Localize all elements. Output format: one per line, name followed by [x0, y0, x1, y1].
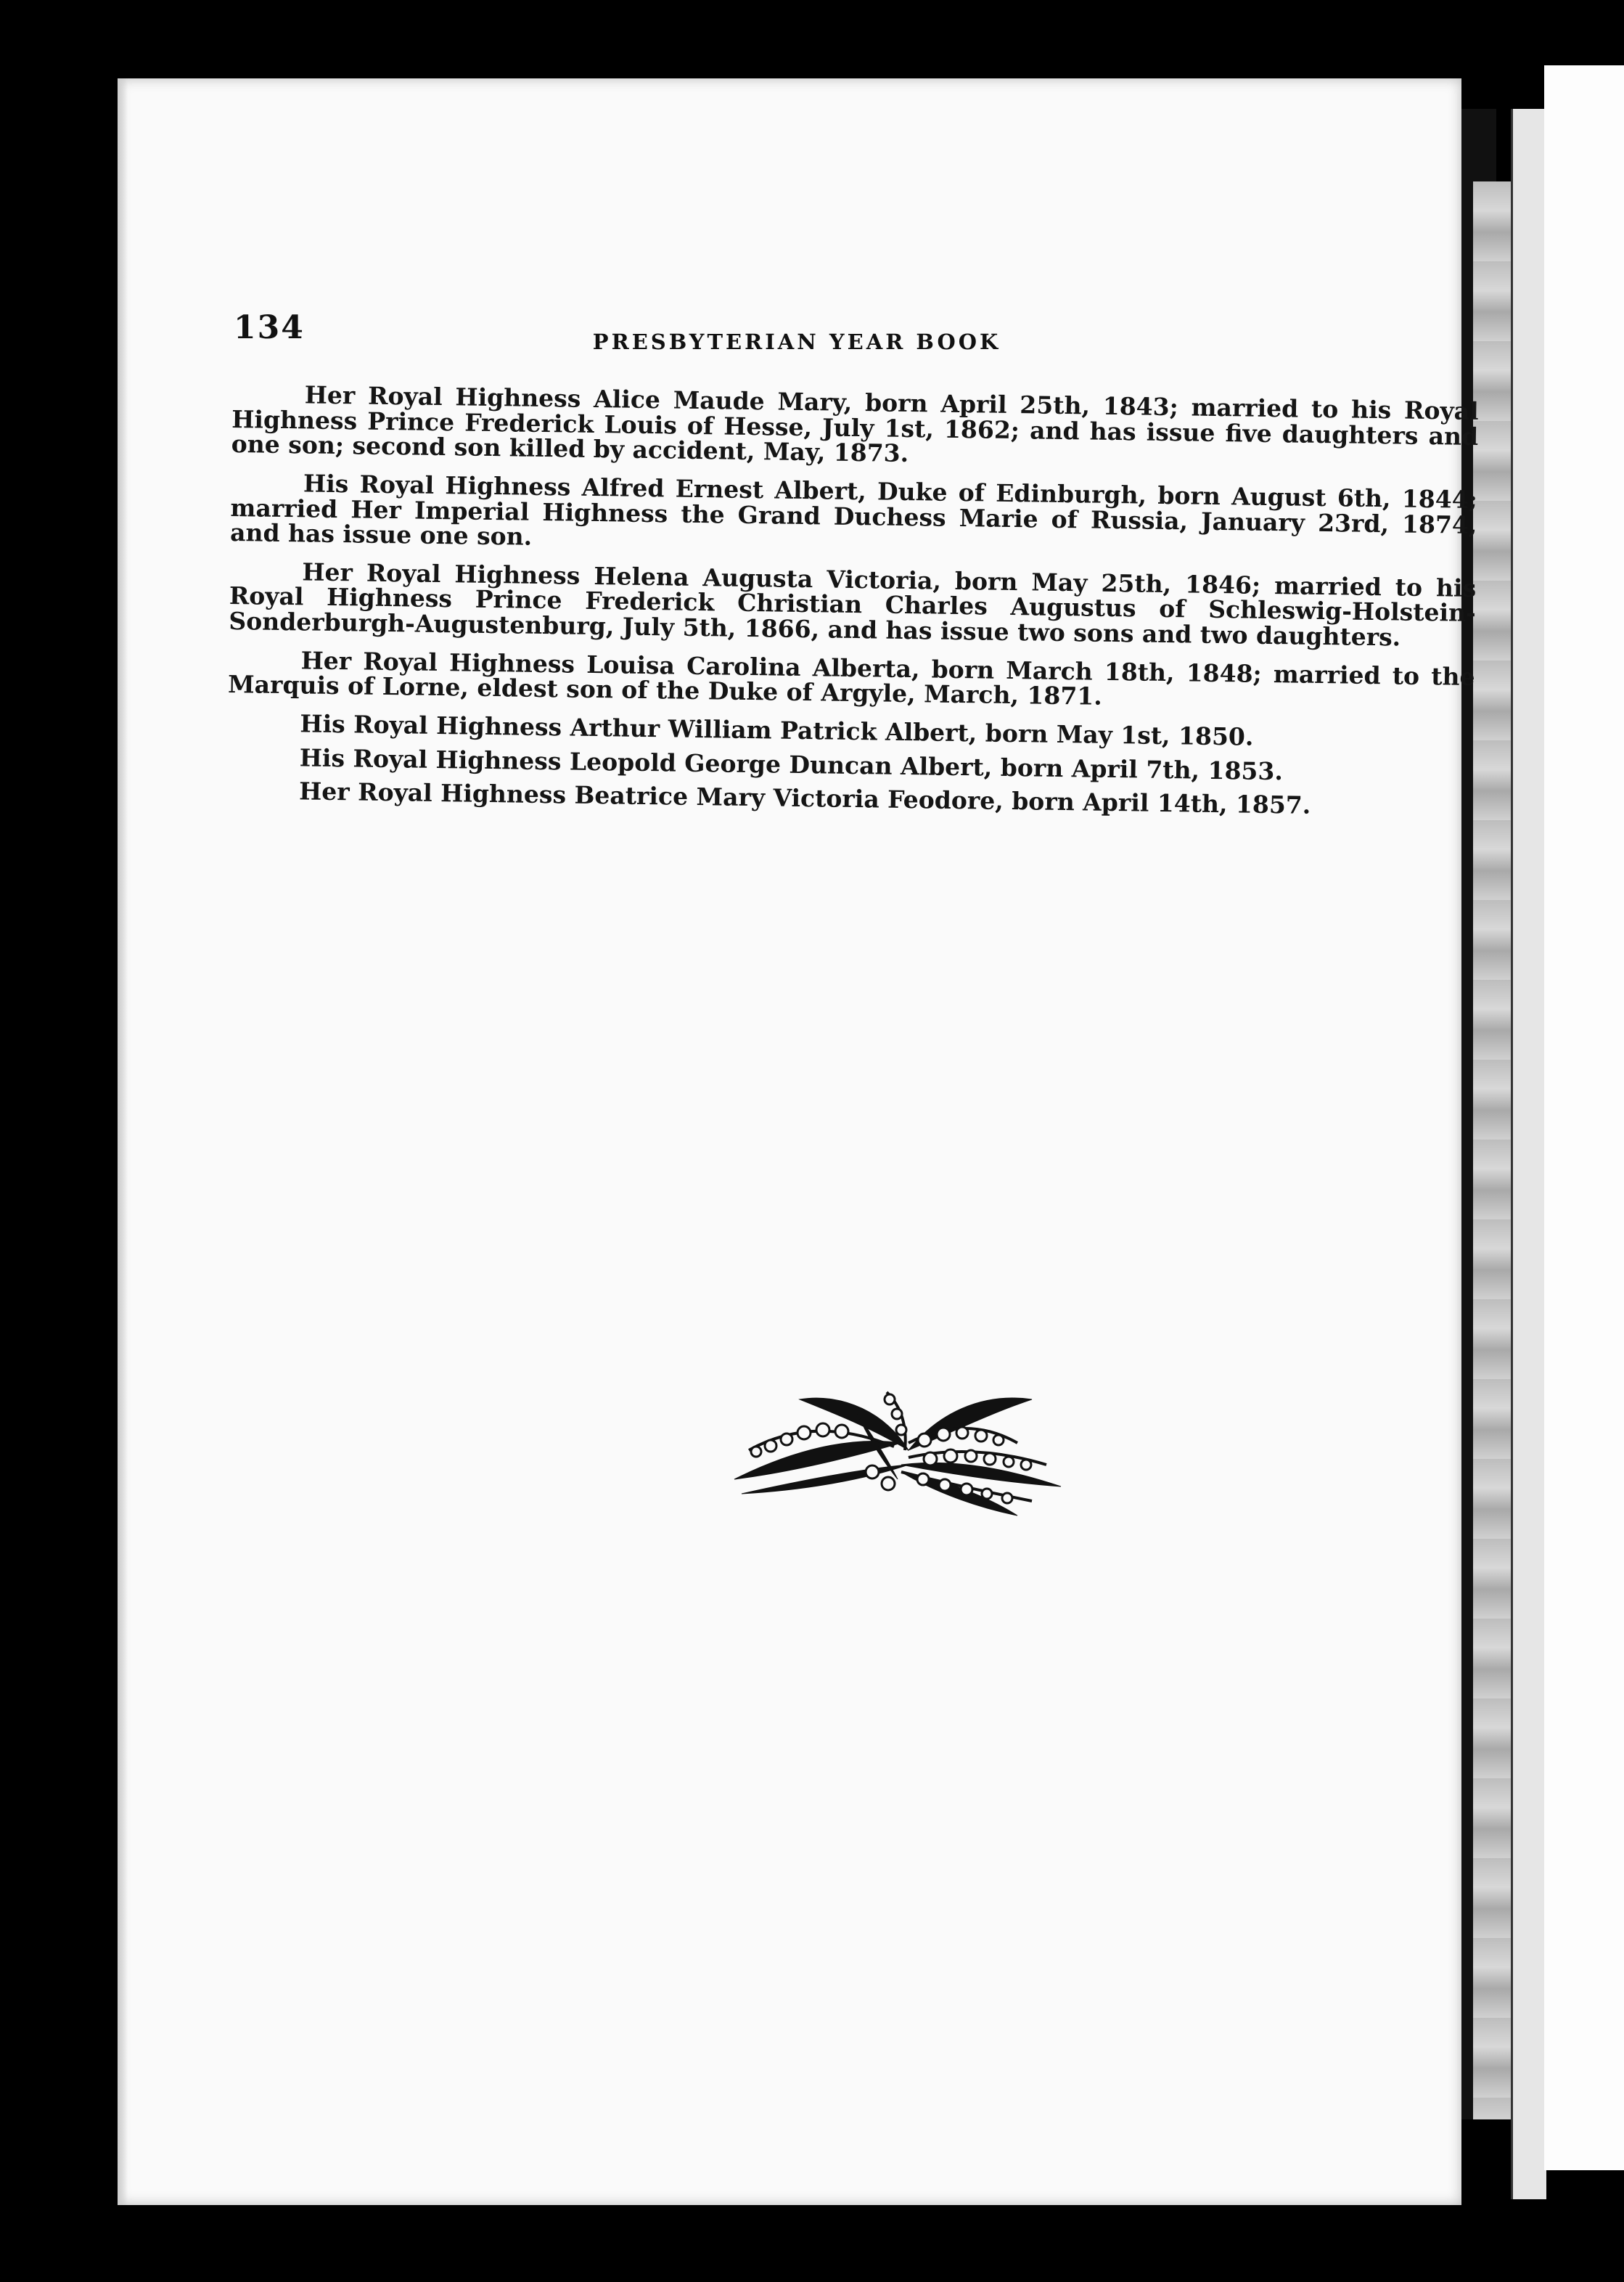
entry-arthur: His Royal Highness Arthur William Patrick Albert, born May 1st, 1850. [300, 709, 1254, 751]
lily-of-the-valley-ornament-icon [727, 1370, 1068, 1530]
royal-family-entries [226, 382, 1479, 830]
entry-leopold: His Royal Highness Leopold George Duncan Albert, born April 7th, 1853. [299, 743, 1284, 785]
entry-alfred: His Royal Highness Alfred Ernest Albert, Duke of Edinburgh, born August 6th, 1844; married Her Imperial Highness the Grand Duchess Marie of Russia, January 23rd, 1874, and has issue one son. [229, 469, 1478, 551]
running-title: PRESBYTERIAN YEAR BOOK [592, 330, 1001, 354]
page-number: 134 [234, 309, 305, 346]
adjacent-page-edge [1511, 109, 1546, 2199]
entry-beatrice: Her Royal Highness Beatrice Mary Victoria Feodore, born April 14th, 1857. [298, 777, 1311, 820]
scanned-page [118, 78, 1479, 2205]
book-binding-edge [1473, 181, 1511, 2119]
entry-louisa: Her Royal Highness Louisa Carolina Alberta, born March 18th, 1848; married to the Marquis of Lorne, eldest son of the Duke of Argyle, March, 1871. [227, 646, 1475, 711]
entry-alice: Her Royal Highness Alice Maude Mary, born April 25th, 1843; married to his Royal Highness Prince Frederick Louis of Hesse, July 1st, 1862; and has issue five daughters and one son; second son killed by accident, May, 1873. [231, 380, 1479, 468]
adjacent-page [1544, 65, 1624, 2170]
entry-helena: Her Royal Highness Helena Augusta Victoria, born May 25th, 1846; married to his Royal Highness Prince Frederick Christian Charles Augustus of Schleswig-Holstein-Sonderburgh-Augustenburg, July 5th, 1866, and has issue two sons and two daughters. [229, 557, 1477, 652]
page-header [234, 309, 1360, 353]
